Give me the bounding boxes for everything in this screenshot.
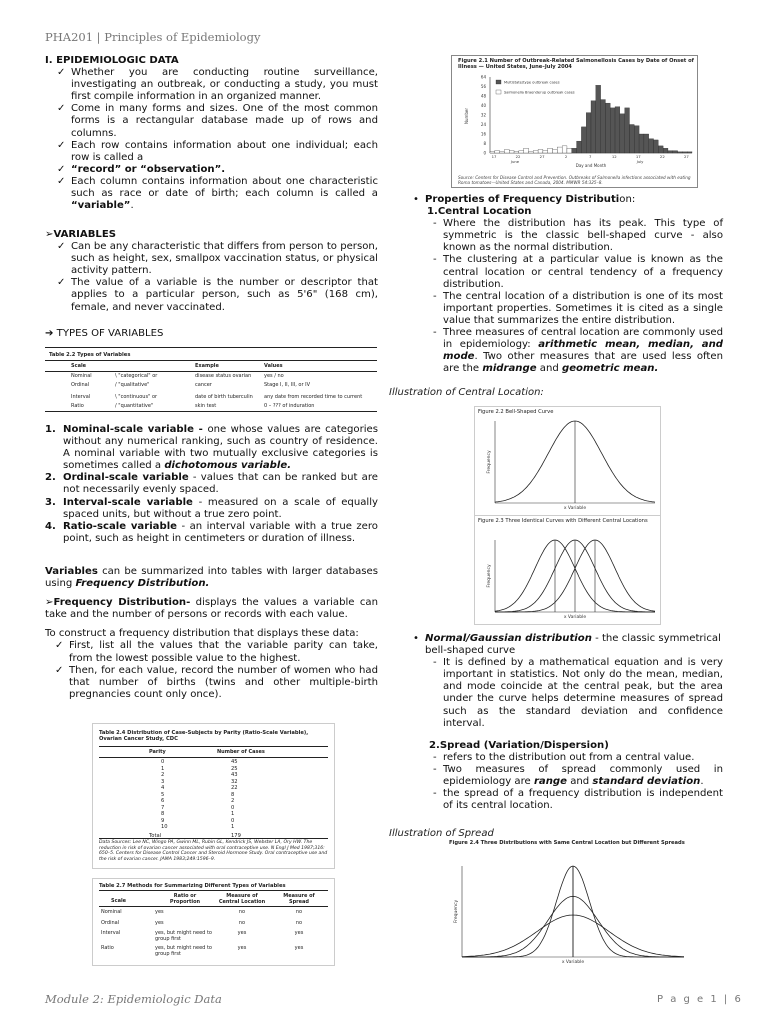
left-variables <box>45 229 378 314</box>
spread-dash-1: - refers to the distribution out from a central value. <box>433 752 723 764</box>
col-header: Example <box>195 363 219 369</box>
table-cell: yes <box>237 945 247 951</box>
section-heading-data: I. EPIDEMIOLOGIC DATA <box>45 55 179 66</box>
month-label: June <box>510 159 520 164</box>
bell-curve-chart <box>475 407 662 517</box>
spread-chart <box>444 840 694 970</box>
y-tick-label: 64 <box>480 74 486 80</box>
central-location-heading: 1.Central Location <box>427 206 532 218</box>
y-axis-label: Frequency <box>487 450 492 474</box>
y-tick-label: 24 <box>480 122 486 127</box>
table-title: Table 2.7 Methods for Summarizing Different Types of Variables <box>99 883 286 889</box>
table-cell: 179 <box>231 832 241 839</box>
bar-multistate <box>687 152 692 153</box>
table-cell: Ordinal <box>71 382 90 388</box>
bar-braenderup <box>504 149 509 153</box>
bullet-data-3: ✓ Each row contains information about one individual; each row is called a <box>57 140 378 164</box>
table-cell: 0 – ??? of induration <box>264 403 315 409</box>
table-cell: Ratio <box>71 403 84 409</box>
col-header: Measure of Central Location <box>218 893 266 905</box>
table-cell: / "qualitative" <box>115 382 150 388</box>
col-header: Parity <box>149 749 166 755</box>
bullet-construct-1: ✓ First, list all the values that the variable parity can take, from the lowest possible value to the highest. <box>55 640 378 664</box>
table-cell: Interval <box>101 930 121 936</box>
central-dash-3: - The central location of a distribution is one of its most important properties. Sometimes it is cited as a single value that summarizes the entire distribution. <box>433 291 723 327</box>
table-cell: Ordinal <box>101 920 120 926</box>
x-tick-label: 2 <box>564 154 568 159</box>
bar-multistate <box>668 151 673 153</box>
figure-three-curves <box>474 515 661 625</box>
bar-braenderup <box>562 146 567 153</box>
x-tick-label: 7 <box>588 154 592 159</box>
bullet-properties: • Properties of Frequency Distribution: <box>413 194 636 205</box>
bar-multistate <box>663 148 668 153</box>
table-cell: disease status ovarian <box>195 373 252 379</box>
y-tick-label: 16 <box>480 131 486 137</box>
table-cell: no <box>238 909 246 915</box>
type-ratio: 4. Ratio-scale variable - an interval variable with a true zero point, such as height in centimeters or duration of illness. <box>45 520 378 544</box>
table-cell: yes, but might need to group first <box>155 945 212 957</box>
y-tick-label: 56 <box>480 84 486 89</box>
table-cell: any date from recorded time to current <box>264 394 363 400</box>
types-heading: ➔ TYPES OF VARIABLES <box>45 328 164 339</box>
bar-multistate <box>615 107 620 153</box>
month-label: July <box>636 159 644 164</box>
paragraph-frequency: ➢Frequency Distribution- displays the values a variable can take and the number of persons or records with each value. <box>45 597 378 621</box>
legend-label: Salmonella Braenderup outbreak cases <box>504 90 575 95</box>
bar-braenderup <box>524 148 529 153</box>
table-cell: no <box>295 920 303 926</box>
x-tick-label: 22 <box>515 154 521 159</box>
y-axis-label: Frequency <box>454 899 459 924</box>
bar-multistate <box>649 139 654 153</box>
x-axis-label: x Variable <box>561 960 585 965</box>
bar-braenderup <box>533 151 538 153</box>
bar-multistate <box>596 85 601 153</box>
bar-braenderup <box>538 149 543 153</box>
col-header: Scale <box>111 898 127 904</box>
col-header: Ratio or Proportion <box>169 893 201 905</box>
table-title: Table 2.2 Types of Variables <box>49 352 131 358</box>
table-cell: 0 <box>231 817 235 824</box>
illustration-central-label: Illustration of Central Location: <box>389 387 544 398</box>
table-cell: no <box>295 909 303 915</box>
x-axis-label: x Variable <box>563 506 587 511</box>
bar-multistate <box>577 141 582 153</box>
legend-label: Multistate/type outbreak cases <box>504 80 560 85</box>
bullet-normal: • Normal/Gaussian distribution - the classic symmetrical bell-shaped curve <box>413 633 721 657</box>
bar-multistate <box>610 108 615 153</box>
table-cell: 2 <box>231 798 235 804</box>
figure-source: Source: Centers for Disease Control and Prevention. Outbreaks of Salmonella infections associated with eating Roma tomatoes—United States and Canada, 2004. MMWR 54:325–8. <box>458 175 691 185</box>
x-tick-label: 27 <box>683 154 689 159</box>
col-header: Scale <box>71 363 87 369</box>
table-cell: 8 <box>231 791 235 798</box>
table-cell: \ "continuous" or <box>115 394 158 400</box>
bar-braenderup <box>500 152 505 153</box>
bar-multistate <box>644 134 649 153</box>
table-cell: skin test <box>195 403 217 409</box>
y-tick-label: 32 <box>480 112 486 118</box>
bar-multistate <box>654 140 659 153</box>
bar-braenderup <box>519 151 524 153</box>
table-cell: yes <box>155 920 164 926</box>
bar-braenderup <box>543 151 548 153</box>
col-header: Measure of Spread <box>283 893 315 905</box>
spread-heading: 2.Spread (Variation/Dispersion) <box>429 739 609 751</box>
y-axis-label: Frequency <box>487 564 492 588</box>
x-tick-label: 27 <box>539 154 545 159</box>
bar-braenderup <box>528 152 533 153</box>
bar-braenderup <box>548 148 553 153</box>
variable-types-list <box>45 424 378 545</box>
central-dash-4: - Three measures of central location are commonly used in epidemiology: arithmetic mean, median, and mode. Two other measures that are used less often are the midrange and geometric mean. <box>433 327 723 375</box>
table-cell: Nominal <box>71 373 92 379</box>
y-axis-label: Number <box>464 107 469 125</box>
y-tick-label: 40 <box>480 103 486 108</box>
x-tick-label: 17 <box>491 154 497 159</box>
table-cell: 0 <box>231 804 235 811</box>
table-cell: Nominal <box>101 909 122 915</box>
table-cell: Ratio <box>101 945 114 951</box>
table-cell: yes <box>155 909 164 915</box>
bar-multistate <box>601 100 606 153</box>
table-cell: Total <box>149 832 162 839</box>
table-cell: / "quantitative" <box>115 403 154 409</box>
left-frequency <box>45 566 378 701</box>
table-cell: 1 <box>231 824 235 830</box>
bar-braenderup <box>557 147 562 153</box>
figure-title: Figure 2.4 Three Distributions with Same Central Location but Different Spreads <box>449 840 685 846</box>
table-cell: 7 <box>161 804 165 811</box>
left-column-top <box>45 55 378 212</box>
bullet-var-2: ✓ The value of a variable is the number or descriptor that applies to a particular person, such as 5'6" (168 cm), female, and never vaccinated. <box>57 277 378 313</box>
illustration-spread-label: Illustration of Spread <box>389 828 494 839</box>
bar-multistate <box>620 114 625 153</box>
table-cell: yes <box>294 930 304 936</box>
table-cell: yes <box>294 945 304 951</box>
bar-multistate <box>673 151 678 153</box>
salmonellosis-chart <box>452 56 699 189</box>
paragraph-variables: Variables can be summarized into tables with larger databases using Frequency Distribution. <box>45 566 378 590</box>
x-tick-label: 17 <box>635 154 641 159</box>
bar-multistate <box>682 152 687 153</box>
col-header: Values <box>264 363 283 369</box>
table-source-note: Data Sources: Lee NC, Wingo PA, Gwinn ML, Rubin GL, Kendrick JS, Webster LA, Ory HW. The reduction in risk of ovarian cancer associated with oral contraceptive use. N Engl J Med 1987;316: 650–5. Centers for Disease Control Cancer and Steroid Hormone Study. Oral contraceptive use and the risk of ovarian cancer. JAMA 1983;249:1596–9. <box>99 840 328 862</box>
table-cell: 5 <box>161 791 165 798</box>
bar-multistate <box>605 103 610 153</box>
bar-multistate <box>572 148 577 153</box>
bar-braenderup <box>514 152 519 153</box>
x-tick-label: 22 <box>659 154 665 159</box>
bullet-var-1: ✓ Can be any characteristic that differs from person to person, such as height, sex, smallpox vaccination status, or physical activity pattern. <box>57 241 378 277</box>
bullet-data-4: ✓ “record” or “observation”. <box>57 164 378 176</box>
figure-title: Figure 2.1 Number of Outbreak-Related Salmonellosis Cases by Date of Onset of Illness — United States, June–July 2004 <box>458 58 694 70</box>
bar-multistate <box>586 113 591 153</box>
variables-heading: ➢VARIABLES <box>45 229 117 240</box>
table-cell: 1 <box>231 811 235 817</box>
table-cell: 45 <box>231 759 238 765</box>
bullet-data-2: ✓ Come in many forms and sizes. One of the most common forms is a rectangular database made up of rows and columns. <box>57 103 378 139</box>
right-properties <box>413 194 723 375</box>
spread-dash-3: - the spread of a frequency distribution is independent of its central location. <box>433 788 723 812</box>
table-parity-distribution <box>92 723 335 869</box>
table-title: Table 2.4 Distribution of Case-Subjects by Parity (Ratio-Scale Variable), Ovarian Cancer Study, CDC <box>99 730 309 742</box>
bar-multistate <box>581 127 586 153</box>
table-cell: yes <box>237 930 247 936</box>
bullet-data-5: ✓ Each column contains information about one characteristic such as race or date of birth; each column is called a “variable”. <box>57 176 378 212</box>
figure-spread <box>444 840 694 970</box>
figure-salmonellosis <box>451 55 698 188</box>
legend-swatch <box>496 80 501 84</box>
legend-swatch <box>496 90 501 94</box>
bar-braenderup <box>490 152 495 153</box>
bar-multistate <box>658 146 663 153</box>
table-cell: Interval <box>71 394 91 400</box>
paragraph-construct: To construct a frequency distribution that displays these data: <box>45 628 359 640</box>
x-axis-label: x Variable <box>563 615 587 620</box>
bar-braenderup <box>553 149 558 153</box>
bullet-construct-2: ✓ Then, for each value, record the number of women who had that number of births (twins and other multiple-birth pregnancies count only once). <box>55 665 378 701</box>
table-cell: 9 <box>161 817 165 824</box>
table-types-of-variables <box>45 347 377 412</box>
y-tick-label: 48 <box>480 93 486 99</box>
table-cell: 1 <box>161 765 165 772</box>
table-cell: 32 <box>231 778 238 785</box>
bar-multistate <box>639 134 644 153</box>
x-axis-label: Day and Month <box>575 163 607 168</box>
right-normal <box>413 633 723 812</box>
table-cell: yes / no <box>264 373 284 379</box>
table-cell: date of birth tuberculin <box>195 394 253 400</box>
bar-multistate <box>625 108 630 153</box>
table-cell: 43 <box>231 772 238 778</box>
bar-multistate <box>678 152 683 153</box>
table-methods-summarizing <box>92 878 335 966</box>
x-tick-label: 12 <box>611 154 617 159</box>
footer-page: P a g e 1 | 6 <box>657 994 743 1005</box>
table-cell: 25 <box>231 765 238 772</box>
central-dash-2: - The clustering at a particular value is known as the central location or central tendency of a frequency distribution. <box>433 254 723 290</box>
bullet-data-1: ✓ Whether you are conducting routine surveillance, investigating an outbreak, or conducting a study, you must first compile information in an organized manner. <box>57 67 378 103</box>
type-ordinal: 2. Ordinal-scale variable - values that can be ranked but are not necessarily evenly spaced. <box>45 472 378 496</box>
y-tick-label: 8 <box>483 141 486 146</box>
y-tick-label: 0 <box>483 150 486 156</box>
table-cell: 3 <box>161 778 165 785</box>
table-cell: Stage I, II, III, or IV <box>264 382 311 388</box>
table-cell: no <box>238 920 246 926</box>
table-cell: 8 <box>161 811 165 817</box>
bar-multistate <box>591 101 596 153</box>
table-cell: \ "categorical" or <box>115 373 158 379</box>
central-dash-1: - Where the distribution has its peak. This type of symmetric is the classic bell-shaped curve - also known as the normal distribution. <box>433 218 723 254</box>
table-cell: 4 <box>161 785 165 791</box>
bar-braenderup <box>495 151 500 153</box>
table-cell: 0 <box>161 759 165 765</box>
figure-title: Figure 2.3 Three Identical Curves with Different Central Locations <box>478 518 648 524</box>
three-curves-chart <box>475 516 662 626</box>
table-cell: 10 <box>161 824 168 830</box>
spread-dash-2: - Two measures of spread commonly used in epidemiology are range and standard deviation. <box>433 764 723 788</box>
normal-dash-1: - It is defined by a mathematical equation and is very important in statistics. Not only do the mean, median, and mode coincide at the central peak, but the area under the curve helps determine measures of spread such as the standard deviation and confidence interval. <box>433 657 723 730</box>
table-cell: 22 <box>231 785 238 791</box>
table-cell: 2 <box>161 772 165 778</box>
col-header: Number of Cases <box>217 749 265 755</box>
table-cell: cancer <box>195 382 212 388</box>
page-header: PHA201 | Principles of Epidemiology <box>45 30 261 44</box>
table-cell: yes, but might need to group first <box>155 930 212 942</box>
bar-braenderup <box>509 151 514 153</box>
bar-braenderup <box>567 148 572 153</box>
type-interval: 3. Interval-scale variable - measured on a scale of equally spaced units, but without a true zero point. <box>45 496 378 520</box>
bar-multistate <box>634 126 639 153</box>
footer-module: Module 2: Epidemiologic Data <box>45 992 222 1006</box>
figure-title: Figure 2.2 Bell-Shaped Curve <box>478 409 554 415</box>
bar-multistate <box>629 125 634 154</box>
table-cell: 6 <box>161 798 165 804</box>
type-nominal: 1. Nominal-scale variable - one whose values are categories without any numerical ranking, such as country of residence. A nominal variable with two mutually exclusive categories is sometimes called a dichotomous variable. <box>45 424 378 472</box>
figure-bell-curve <box>474 406 661 516</box>
